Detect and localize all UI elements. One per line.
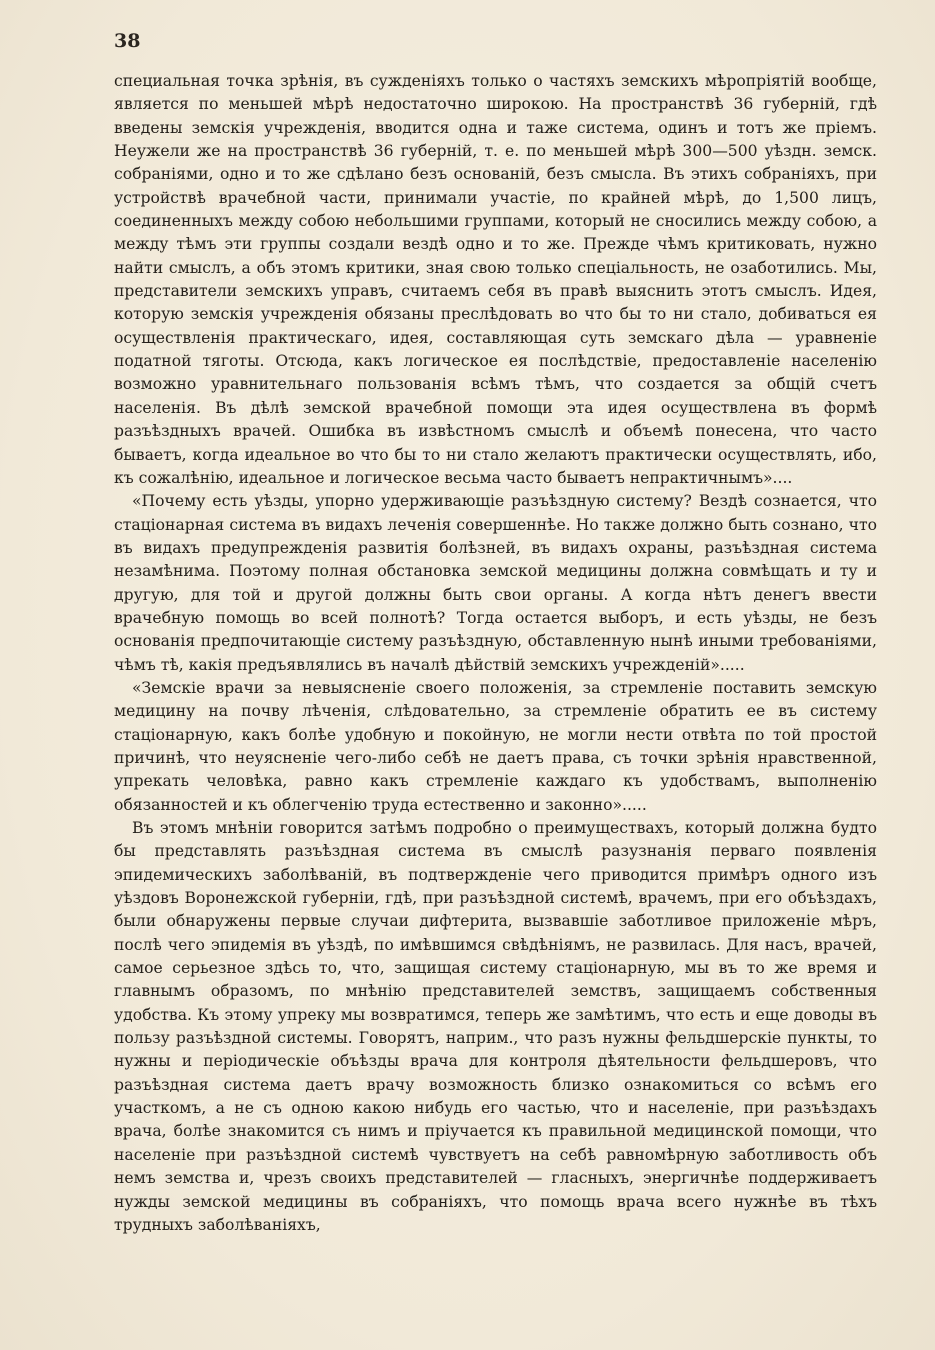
paragraph-4: Въ этомъ мнѣніи говорится затѣмъ подробно о преимуществахъ, который должна будто бы представлять разъѣздная система въ смыслѣ разузнанія перваго появленія эпидемическихъ заболѣваній, въ подтвержденіе чего приводится примѣръ одного изъ уѣздовъ Воронежской губерніи, гдѣ, при разъѣздной системѣ, врачемъ, при его объѣздахъ, были обнаружены первые случаи дифтерита, вызвавшіе заботливое приложеніе мѣръ, послѣ чего эпидемія въ уѣздѣ, по имѣвшимся свѣдѣніямъ, не развилась. Для насъ, врачей, самое серьезное здѣсь то, что, защищая систему стаціонарную, мы въ то же время и главнымъ образомъ, по мнѣнію представителей земствъ, защищаемъ собственныя удобства. Къ этому упреку мы возвратимся, теперь же замѣтимъ, что есть и еще доводы въ пользу разъѣздной системы. Говорятъ, наприм., что разъ нужны фельдшерскіе пункты, то нужны и періодическіе объѣзды врача для контроля дѣятельности фельдшеровъ, что разъѣздная система даетъ врачу возможность близко ознакомиться со всѣмъ его участкомъ, а не съ одною какою нибудь его частью, что и населеніе, при разъѣздахъ врача, болѣе знакомится съ нимъ и пріучается къ правильной медицинской помощи, что населеніе при разъѣздной системѣ чувствуетъ на себѣ равномѣрную заботливость объ немъ земства и, чрезъ своихъ представителей — гласныхъ, энергичнѣе поддерживаетъ нужды земской медицины въ собраніяхъ, что помощь врача всего нужнѣе въ тѣхъ трудныхъ заболѣваніяхъ, <box>114 819 877 1234</box>
paragraph-2: «Почему есть уѣзды, упорно удерживающіе разъѣздную систему? Вездѣ сознается, что стаціонарная система въ видахъ леченія совершеннѣе. Но также должно быть сознано, что въ видахъ предупрежденія развитія болѣзней, въ видахъ охраны, разъѣздная система незамѣнима. Поэтому полная обстановка земской медицины должна совмѣщать и ту и другую, для той и другой должны быть свои органы. А когда нѣтъ денегъ ввести врачебную помощь во всей полнотѣ? Тогда остается выборъ, и есть уѣзды, не безъ основанія предпочитающіе систему разъѣздную, обставленную нынѣ иными требованіями, чѣмъ тѣ, какія предъявлялись въ началѣ дѣйствій земскихъ учрежденій»..... <box>114 492 877 674</box>
paragraph-1: специальная точка зрѣнія, въ сужденіяхъ только о частяхъ земскихъ мѣропріятій вообще, является по меньшей мѣрѣ недостаточно широкою. На пространствѣ 36 губерній, гдѣ введены земскія учрежденія, вводится одна и таже система, одинъ и тотъ же пріемъ. Неужели же на пространствѣ 36 губерній, т. е. по меньшей мѣрѣ 300—500 уѣздн. земск. собраніями, одно и то же сдѣлано безъ основаній, безъ смысла. Въ этихъ собраніяхъ, при устройствѣ врачебной части, принимали участіе, по крайней мѣрѣ, до 1,500 лицъ, соединенныхъ между собою небольшими группами, который не сносились между собою, а между тѣмъ эти группы создали вездѣ одно и то же. Прежде чѣмъ критиковать, нужно найти смыслъ, а объ этомъ критики, зная свою только спеціальность, не озаботились. Мы, представители земскихъ управъ, считаемъ себя въ правѣ выяснить этотъ смыслъ. Идея, которую земскія учрежденія обязаны преслѣдовать во что бы то ни стало, добиваться ея осуществленія практическаго, идея, составляющая суть земскаго дѣла — уравненіе податной тяготы. Отсюда, какъ логическое ея послѣдствіе, предоставленіе населенію возможно уравнительнаго пользованія всѣмъ тѣмъ, что создается за общій счетъ населенія. Въ дѣлѣ земской врачебной помощи эта идея осуществлена въ формѣ разъѣздныхъ врачей. Ошибка въ извѣстномъ смыслѣ и объемѣ понесена, что часто бываетъ, когда идеальное во что бы то ни стало желаютъ практически осуществлять, ибо, къ сожалѣнію, идеальное и логическое весьма часто бываетъ непрактичнымъ».... <box>114 72 877 487</box>
paragraph-3: «Земскіе врачи за невыясненіе своего положенія, за стремленіе поставить земскую медицину на почву лѣченія, слѣдовательно, за стремленіе обратить ее въ систему стаціонарную, какъ болѣе удобную и покойную, не могли нести отвѣта по той простой причинѣ, что неуясненіе чего-либо себѣ не даетъ права, съ точки зрѣнія нравственной, упрекать человѣка, равно какъ стремленіе каждаго къ удобствамъ, выполненію обязанностей и къ облегченію труда естественно и законно»..... <box>114 678 877 814</box>
page-number: 38 <box>114 30 141 52</box>
body-text <box>114 70 877 1237</box>
